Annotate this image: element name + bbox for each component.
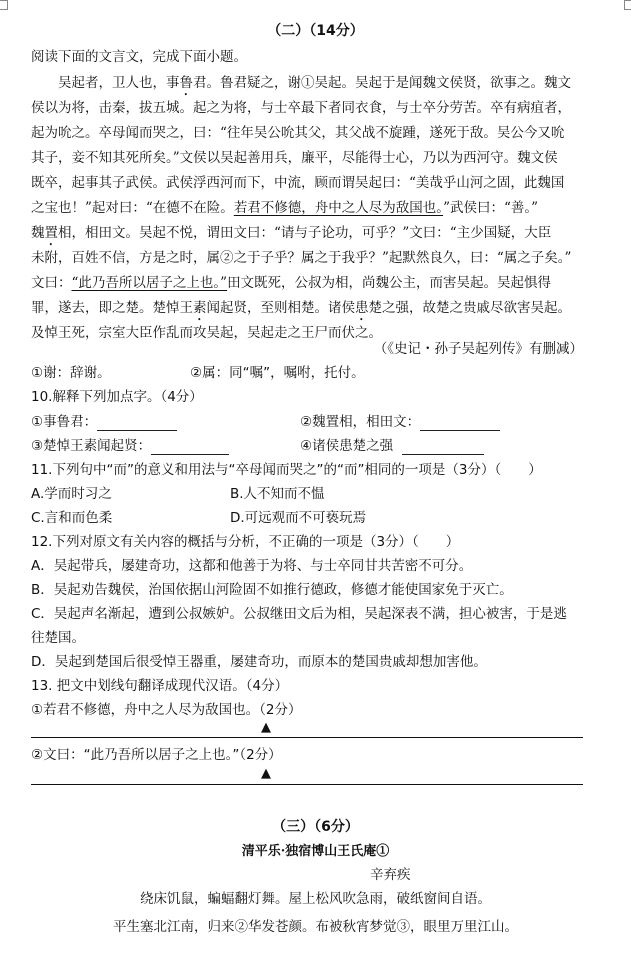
answer-marker-triangle: ▲ — [261, 766, 271, 781]
answer-line[interactable] — [31, 737, 583, 738]
question-12-option-d: D．吴起到楚国后很受悼王器重，屡建奇功，而原本的楚国贵戚却想加害他。 — [31, 654, 487, 670]
note-2: ②属：同“嘱”，嘱咐，托付。 — [190, 365, 365, 381]
question-10-stem: 10.解释下列加点字。（4分） — [31, 389, 203, 405]
poem-title: 清平乐·独宿博山王氏庵① — [241, 844, 390, 859]
passage-line: 魏置相，相田文。吴起不悦，谓田文曰：“请与子论功，可乎？”文曰：“主少国疑，大臣 — [31, 225, 552, 241]
answer-blank[interactable] — [97, 416, 177, 431]
question-12-option-c: C．吴起声名渐起，遭到公叔嫉妒。公叔继田文后为相，吴起深表不满，担心被害，于是逃 — [31, 606, 567, 622]
note-1: ①谢：辞谢。 — [31, 365, 111, 381]
question-10-a: ①事鲁君： — [31, 413, 177, 431]
answer-blank[interactable] — [151, 440, 229, 455]
question-10-b: ②魏置相，相田文： — [300, 413, 500, 431]
passage-line: 未附，百姓不信，方是之时，属②之于子乎？属之于我乎？”起默然良久，曰：“属之子矣。” — [31, 250, 572, 266]
question-11-option-c: C.言和而色柔 — [31, 510, 113, 526]
question-11-stem: 11.下列句中“而”的意义和用法与“卒母闻而哭之”的“而”相同的一项是（3分）（ ） — [31, 462, 542, 478]
question-13-sentence-1: ①若君不修德，舟中之人尽为敌国也。（2分） — [31, 702, 302, 718]
question-11-option-d: D.可远观而不可亵玩焉 — [230, 510, 367, 526]
question-12-option-b: B．吴起劝告魏侯，治国依据山河险固不如推行德政，修德才能使国家免于灭亡。 — [31, 582, 513, 598]
answer-blank[interactable] — [420, 416, 500, 431]
passage-line: 侯以为将，击秦，拔五城。起之为将，与士卒最下者同衣食，与士卒分劳苦。卒有病疽者， — [31, 100, 571, 116]
passage-line: 罪，遂去，即之楚。楚悼王素闻起贤，至则相楚。诸侯患楚之强，故楚之贵戚尽欲害吴起。 — [31, 300, 571, 316]
page-corner-mark-right — [624, 0, 631, 10]
passage-line: 其子，妾不知其死所矣。”文侯以吴起善用兵，廉平，尽能得士心，乃以为西河守。魏文侯 — [31, 150, 558, 166]
passage-line: 起为吮之。卒母闻而哭之，曰：“往年吴公吮其父，其父战不旋踵，遂死于敌。吴公今又吮 — [31, 125, 565, 141]
source-citation: （《史记・孙子吴起列传》有删减） — [373, 341, 583, 357]
passage-line: 及悼王死，宗室大臣作乱而攻吴起，吴起走之王尸而伏之。 — [31, 325, 382, 341]
poem-line-2: 平生塞北江南，归来②华发苍颜。布被秋宵梦觉③，眼里万里江山。 — [113, 919, 518, 935]
answer-line[interactable] — [31, 784, 583, 785]
question-12-stem: 12.下列对原文有关内容的概括与分析，不正确的一项是（3分）（ ） — [31, 534, 460, 550]
question-13-sentence-2: ②文曰：“此乃吾所以居子之上也。”（2分） — [31, 747, 282, 763]
question-12-option-a: A．吴起带兵，屡建奇功，这都和他善于为将、与士卒同甘共苦密不可分。 — [31, 558, 473, 574]
question-13-stem: 13. 把文中划线句翻译成现代汉语。（4分） — [31, 678, 289, 694]
section-3-title: （三）（6分） — [272, 819, 359, 835]
instruction-text: 阅读下面的文言文，完成下面小题。 — [31, 49, 247, 65]
answer-blank[interactable] — [402, 440, 484, 455]
passage-line: 吴起者，卫人也，事鲁君。鲁君疑之，谢①吴起。吴起于是闻魏文侯贤，欲事之。魏文 — [58, 75, 571, 91]
answer-marker-triangle: ▲ — [261, 720, 271, 735]
question-11-option-b: B.人不知而不愠 — [230, 486, 325, 502]
section-2-title: （二）（14分） — [267, 23, 364, 39]
poem-line-1: 绕床饥鼠，蝙蝠翻灯舞。屋上松风吹急雨，破纸窗间自语。 — [140, 891, 491, 907]
passage-line: 之宝也！”起对曰：“在德不在险。若君不修德，舟中之人尽为敌国也。”武侯曰：“善。” — [31, 200, 539, 216]
question-10-d: ④诸侯患楚之强 — [300, 437, 484, 455]
page-corner-mark-left — [0, 0, 8, 10]
question-10-c: ③楚悼王素闻起贤： — [31, 437, 229, 455]
underlined-sentence-2: “此乃吾所以居子之上也。” — [71, 275, 228, 291]
question-12-option-c-cont: 往楚国。 — [31, 630, 85, 646]
underlined-sentence-1: 若君不修德，舟中之人尽为敌国也。 — [233, 200, 444, 216]
passage-line: 文曰：“此乃吾所以居子之上也。”田文既死，公叔为相，尚魏公主，而害吴起。吴起惧得 — [31, 275, 552, 291]
passage-line: 既卒，起事其子武侯。武侯浮西河而下，中流，顾而谓吴起曰：“美哉乎山河之固，此魏国 — [31, 175, 565, 191]
question-11-option-a: A.学而时习之 — [31, 486, 112, 502]
poem-author: 辛弃疾 — [370, 867, 411, 883]
